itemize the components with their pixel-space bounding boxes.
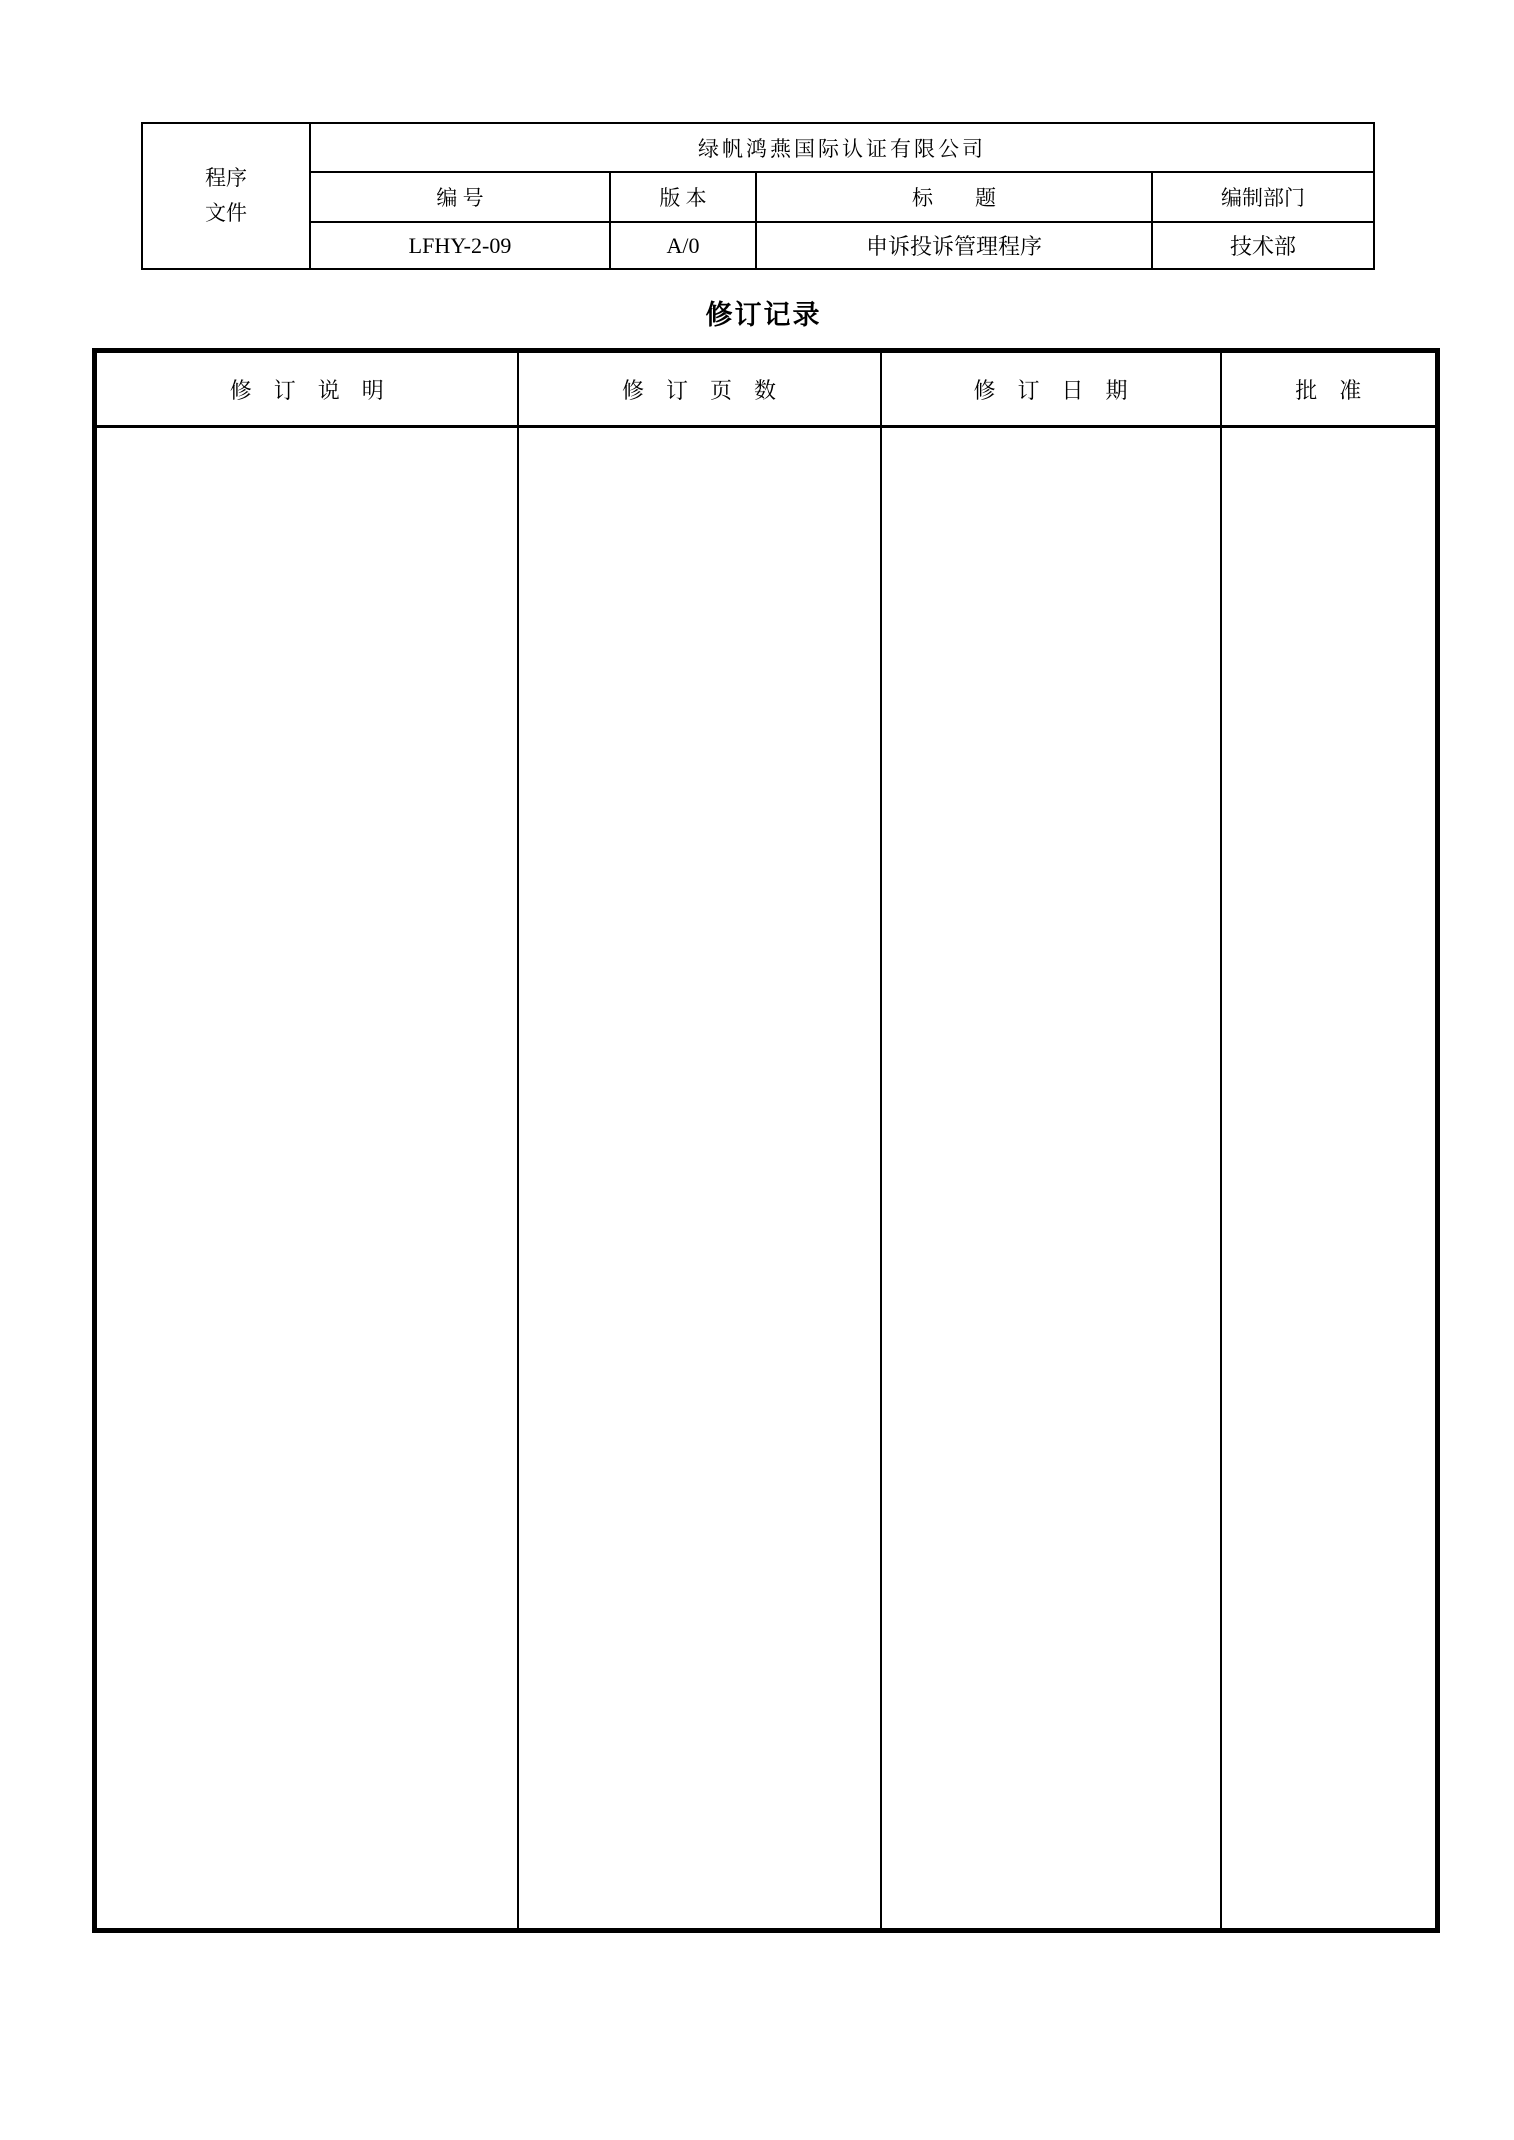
dept-label: 编制部门 (1152, 172, 1374, 222)
revision-description-header: 修 订 说 明 (95, 351, 518, 427)
doc-type-line-1: 程序 (205, 166, 247, 190)
version-label: 版 本 (610, 172, 756, 222)
doc-code-value: LFHY-2-09 (310, 222, 610, 269)
revision-record-table (92, 348, 1440, 1933)
doc-type-cell (142, 123, 310, 269)
revision-date-header: 修 订 日 期 (881, 351, 1221, 427)
company-name: 绿帆鸿燕国际认证有限公司 (310, 123, 1374, 172)
approval-header: 批 准 (1221, 351, 1438, 427)
revision-pages-header: 修 订 页 数 (518, 351, 881, 427)
title-label: 标 题 (756, 172, 1152, 222)
doc-title-value: 申诉投诉管理程序 (756, 222, 1152, 269)
doc-type-line-2: 文件 (205, 201, 247, 225)
revision-pages-cell (518, 427, 881, 1931)
revision-record-title: 修订记录 (705, 300, 822, 330)
revision-date-cell (881, 427, 1221, 1931)
approval-cell (1221, 427, 1438, 1931)
doc-version-value: A/0 (610, 222, 756, 269)
revision-description-cell (95, 427, 518, 1931)
code-label: 编 号 (310, 172, 610, 222)
document-info-table (141, 122, 1375, 270)
doc-dept-value: 技术部 (1152, 222, 1374, 269)
